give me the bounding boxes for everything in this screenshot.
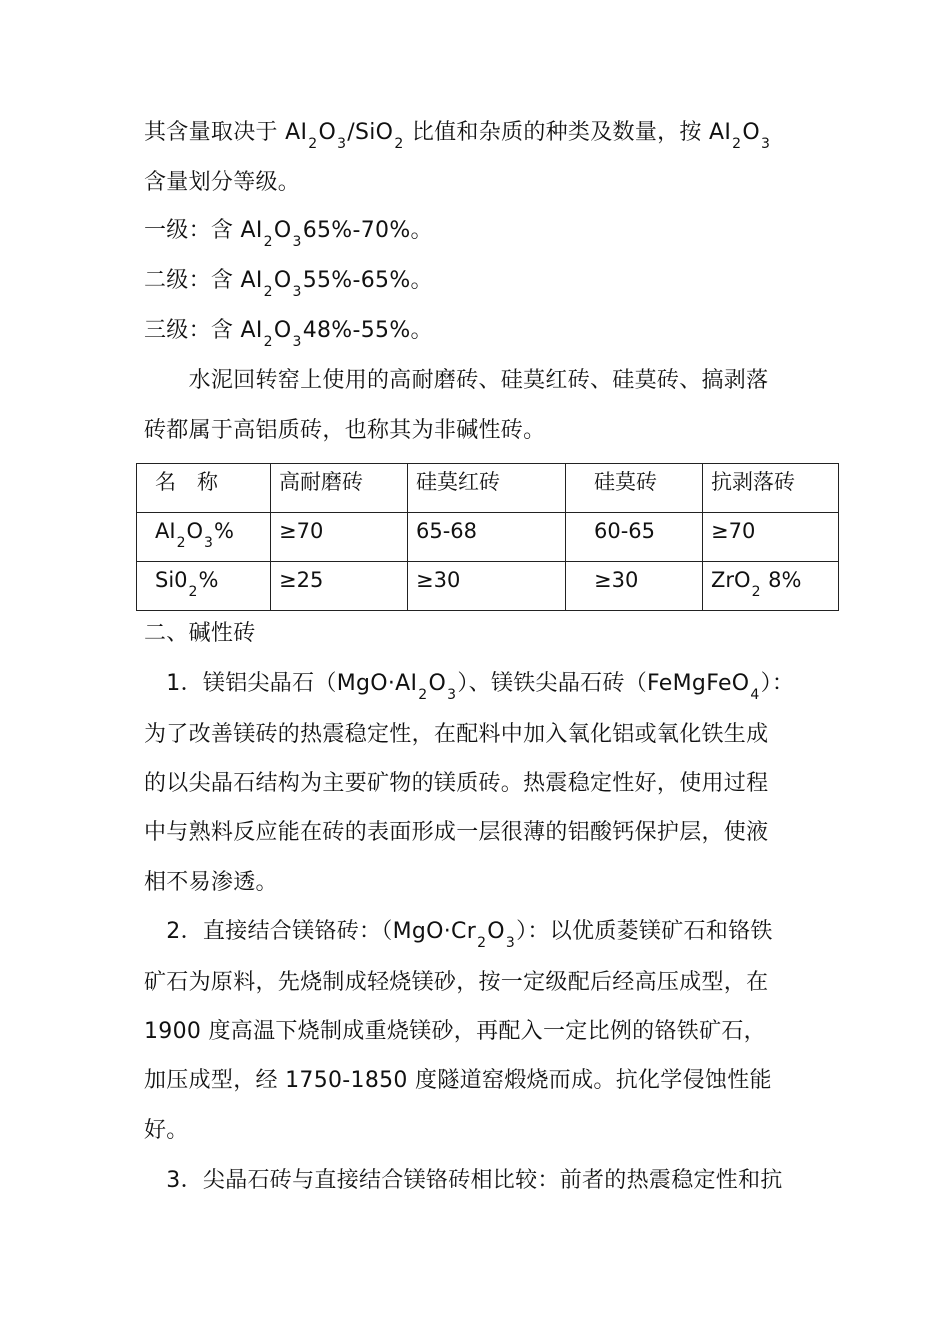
text-run: 65%-70%。 [302,218,433,243]
subscript: 2 [394,136,404,152]
text-run: ≥70 [279,519,324,543]
text-run: 的以尖晶石结构为主要矿物的镁质砖。热震稳定性好，使用过程 [144,771,769,796]
table-cell [566,562,703,611]
subscript: 3 [292,234,302,250]
text-run: 矿石为原料，先烧制成轻烧镁砂，按一定级配后经高压成型，在 [144,970,769,995]
subscript: 2 [477,935,487,951]
text-run: Si0 [155,568,188,592]
text-run: 加压成型，经 1750-1850 度隧道窑煅烧而成。抗化学侵蚀性能 [144,1068,772,1093]
text-run: 为了改善镁砖的热震稳定性，在配料中加入氧化铝或氧化铁生成 [144,722,769,747]
text-run: 二级：含 AI [144,268,263,293]
text-run: O [273,268,292,293]
text-line [144,1015,814,1049]
text-line [144,166,814,200]
subscript: 2 [263,234,273,250]
text-run: 60-65 [594,519,656,543]
table-cell [271,513,408,562]
table-cell [408,513,566,562]
text-line [144,767,814,801]
subscript: 2 [263,334,273,350]
text-line [144,966,814,1000]
text-run: 1．镁铝尖晶石（MgO·AI [144,671,418,696]
text-line [144,364,814,398]
table-header-cell [566,464,703,513]
text-run: O [273,218,292,243]
table-cell [703,513,839,562]
text-line [144,1064,814,1098]
text-run: 砖都属于高铝质砖，也称其为非碱性砖。 [144,418,546,443]
subscript: 2 [418,687,428,703]
text-run: 抗剥落砖 [711,470,795,494]
table-cell [408,562,566,611]
text-run: 含量划分等级。 [144,170,301,195]
text-run: 好。 [144,1118,189,1143]
text-line [144,816,814,850]
text-run: 3．尖晶石砖与直接结合镁铬砖相比较：前者的热震稳定性和抗 [144,1168,783,1193]
subscript: 2 [751,584,761,600]
table-row [137,562,839,611]
text-run: % [213,519,234,543]
table-cell [703,562,839,611]
text-line [144,414,814,448]
table-header-cell [137,464,271,513]
text-run: ≥70 [711,519,756,543]
text-run: 2．直接结合镁铬砖：（MgO·Cr [144,919,477,944]
text-run: 中与熟料反应能在砖的表面形成一层很薄的铝酸钙保护层，使液 [144,820,769,845]
subscript: 2 [263,284,273,300]
text-run: 名 称 [155,470,218,494]
table-cell [137,562,271,611]
text-run: 48%-55%。 [302,318,433,343]
text-line [144,1164,814,1198]
table-cell [566,513,703,562]
table-header-cell [703,464,839,513]
text-run: 三级：含 AI [144,318,263,343]
text-run: O [742,120,761,145]
text-line [144,718,814,752]
text-line [144,1114,814,1148]
text-run: O [428,671,447,696]
subscript: 2 [176,535,186,551]
text-run: ）：以优质菱镁矿石和铬铁 [516,919,773,944]
text-run: O [318,120,337,145]
text-run: O [273,318,292,343]
text-line [144,214,814,248]
subscript: 3 [505,935,516,951]
text-run: 比值和杂质的种类及数量，按 AI [404,120,732,145]
text-run: ）、镁铁尖晶石砖（FeMgFeO [457,671,750,696]
subscript: 3 [292,284,302,300]
text-run: 一级：含 AI [144,218,263,243]
table-cell [271,562,408,611]
subscript: 4 [750,687,760,703]
text-run: AI [155,519,176,543]
subscript: 3 [204,535,213,551]
subscript: 3 [761,136,771,152]
subscript: 3 [292,334,302,350]
subscript: 2 [188,584,198,600]
text-run: /SiO [347,120,394,145]
text-run: 高耐磨砖 [279,470,363,494]
text-line [144,866,814,900]
text-run: ≥30 [416,568,461,592]
text-run: 硅莫红砖 [416,470,500,494]
text-run: 8% [761,568,802,592]
brick-properties-table [136,463,839,611]
text-run: 其含量取决于 AI [144,120,308,145]
table-row [137,464,839,513]
text-line [144,116,814,150]
text-run: 水泥回转窑上使用的高耐磨砖、硅莫红砖、硅莫砖、搞剥落 [144,368,769,393]
text-run: 65-68 [416,519,478,543]
text-run: % [198,568,219,592]
text-line [144,915,814,949]
text-line [144,314,814,348]
text-run: ）： [760,671,795,696]
text-run: 1900 度高温下烧制成重烧镁砂，再配入一定比例的铬铁矿石， [144,1019,766,1044]
text-line [144,667,814,701]
subscript: 3 [447,687,457,703]
text-run: ≥25 [279,568,324,592]
text-run: ≥30 [594,568,639,592]
text-run: ZrO [711,568,751,592]
text-run: O [487,919,505,944]
table-cell [137,513,271,562]
table-header-cell [408,464,566,513]
text-run: 55%-65%。 [302,268,433,293]
subscript: 2 [732,136,742,152]
subscript: 3 [337,136,347,152]
text-run: 硅莫砖 [594,470,657,494]
text-run: 相不易渗透。 [144,870,278,895]
section-heading [144,617,814,651]
text-line [144,264,814,298]
text-run: 二、碱性砖 [144,621,256,646]
table-row [137,513,839,562]
text-run: O [186,519,204,543]
table-header-cell [271,464,408,513]
subscript: 2 [308,136,318,152]
